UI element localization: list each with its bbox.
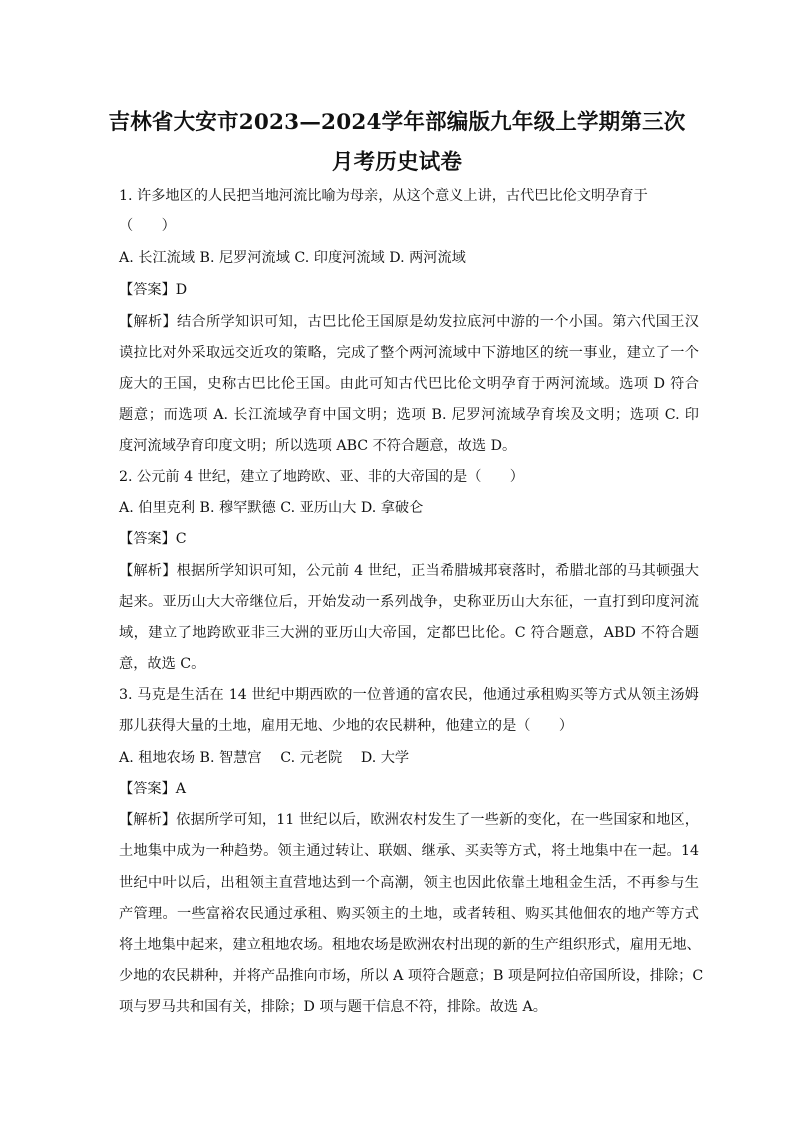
question-3-analysis-line-7: 项与罗马共和国有关，排除；D 项与题干信息不符，排除。故选 A。: [119, 999, 547, 1015]
question-1-options: A. 长江流域 B. 尼罗河流域 C. 印度河流域 D. 两河流域: [119, 250, 466, 266]
question-1-analysis-line-4: 题意；而选项 A. 长江流域孕育中国文明；选项 B. 尼罗河流域孕育埃及文明；选项 C. 印: [119, 407, 699, 423]
question-2-options: A. 伯里克利 B. 穆罕默德 C. 亚历山大 D. 拿破仑: [119, 500, 424, 516]
question-3-stem-line-2: 那儿获得大量的土地，雇用无地、少地的农民耕种，他建立的是（ ）: [119, 718, 574, 734]
question-2-stem: 2. 公元前 4 世纪，建立了地跨欧、亚、非的大帝国的是（ ）: [119, 469, 524, 485]
question-1-answer: 【答案】D: [119, 282, 188, 298]
question-3-analysis-line-2: 土地集中成为一种趋势。领主通过转让、联姻、继承、买卖等方式，将土地集中在一起。14: [119, 843, 699, 859]
question-1-analysis-line-3: 庞大的王国，史称古巴比伦王国。由此可知古代巴比伦文明孕育于两河流域。选项 D 符合: [119, 376, 699, 392]
question-3-analysis-line-1: 【解析】依据所学可知，11 世纪以后，欧洲农村发生了一些新的变化，在一些国家和地区，: [119, 812, 699, 828]
question-3-analysis-line-6: 少地的农民耕种，并将产品推向市场，所以 A 项符合题意；B 项是阿拉伯帝国所设，排除；C: [119, 968, 704, 984]
question-3-analysis-line-5: 将土地集中起来，建立租地农场。租地农场是欧洲农村出现的新的生产组织形式，雇用无地、: [119, 937, 701, 953]
question-2-analysis-line-2: 起来。亚历山大大帝继位后，开始发动一系列战争，史称亚历山大东征，一直打到印度河流: [119, 594, 699, 610]
page-title-line-2: 月考历史试卷: [331, 150, 463, 175]
page-title-line-1: 吉林省大安市2023—2024学年部编版九年级上学期第三次: [108, 110, 686, 135]
question-3-analysis-line-4: 产管理。一些富裕农民通过承租、购买领主的土地，或者转租、购买其他佃农的地产等方式: [119, 906, 699, 922]
question-3-analysis-line-3: 世纪中叶以后，出租领主直营地达到一个高潮，领主也因此依靠土地租金生活，不再参与生: [119, 875, 699, 891]
question-3-answer: 【答案】A: [119, 781, 186, 797]
question-2-answer: 【答案】C: [119, 531, 187, 547]
question-2-analysis-line-3: 域，建立了地跨欧亚非三大洲的亚历山大帝国，定都巴比伦。C 符合题意，ABD 不符合题: [119, 625, 699, 641]
question-1-analysis-line-5: 度河流域孕育印度文明；所以选项 ABC 不符合题意，故选 D。: [119, 438, 517, 454]
question-1-stem-line-2: （ ）: [119, 218, 176, 234]
question-3-stem-line-1: 3. 马克是生活在 14 世纪中期西欧的一位普通的富农民，他通过承租购买等方式从领主汤姆: [119, 687, 699, 703]
question-1-analysis-line-2: 谟拉比对外采取远交近攻的策略，完成了整个两河流域中下游地区的统一事业，建立了一个: [119, 345, 699, 361]
question-2-analysis-line-4: 意，故选 C。: [119, 656, 206, 672]
question-3-options: A. 租地农场 B. 智慧宫 C. 元老院 D. 大学: [119, 750, 410, 766]
question-1-stem-line-1: 1. 许多地区的人民把当地河流比喻为母亲，从这个意义上讲，古代巴比伦文明孕育于: [119, 188, 648, 204]
question-2-analysis-line-1: 【解析】根据所学知识可知，公元前 4 世纪，正当希腊城邦衰落时，希腊北部的马其顿强大: [119, 563, 699, 579]
question-1-analysis-line-1: 【解析】结合所学知识可知，古巴比伦王国原是幼发拉底河中游的一个小国。第六代国王汉: [119, 314, 699, 330]
